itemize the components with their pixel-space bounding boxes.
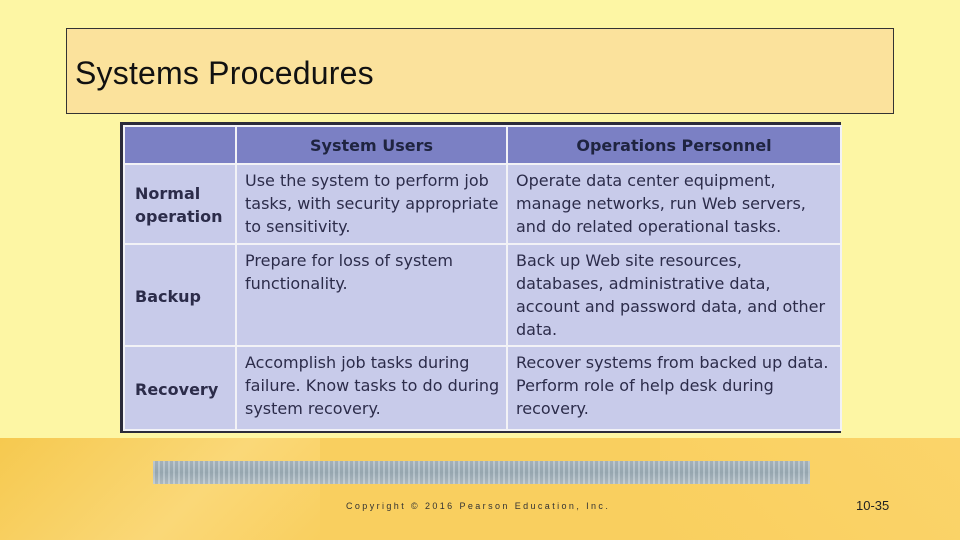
table-row-normal-operation <box>125 165 840 243</box>
decorative-texture-bar <box>153 461 810 484</box>
footer-band <box>0 438 960 540</box>
header-operations-personnel: Operations Personnel <box>508 127 840 163</box>
procedures-table-frame <box>120 122 841 433</box>
table-row-recovery <box>125 347 840 429</box>
header-system-users: System Users <box>237 127 506 163</box>
table-row-backup <box>125 245 840 345</box>
cell-operations-personnel: Operate data center equipment, manage networks, run Web servers, and do related operational tasks. <box>508 165 840 243</box>
row-label: Normal operation <box>125 165 235 243</box>
procedures-table <box>123 125 842 431</box>
slide-title: Systems Procedures <box>75 55 374 91</box>
cell-system-users: Accomplish job tasks during failure. Know tasks to do during system recovery. <box>237 347 506 429</box>
table-header-row <box>125 127 840 163</box>
row-label: Recovery <box>125 347 235 429</box>
cell-operations-personnel: Recover systems from backed up data. Perform role of help desk during recovery. <box>508 347 840 429</box>
title-box <box>66 28 894 114</box>
footer-shade-right <box>660 438 960 540</box>
cell-operations-personnel: Back up Web site resources, databases, administrative data, account and password data, and other data. <box>508 245 840 345</box>
row-label: Backup <box>125 245 235 345</box>
cell-system-users: Use the system to perform job tasks, with security appropriate to sensitivity. <box>237 165 506 243</box>
cell-system-users: Prepare for loss of system functionality. <box>237 245 506 345</box>
header-corner <box>125 127 235 163</box>
copyright-notice: Copyright © 2016 Pearson Education, Inc. <box>346 501 611 511</box>
page-number: 10-35 <box>856 498 890 513</box>
footer-shade-left <box>0 438 320 540</box>
